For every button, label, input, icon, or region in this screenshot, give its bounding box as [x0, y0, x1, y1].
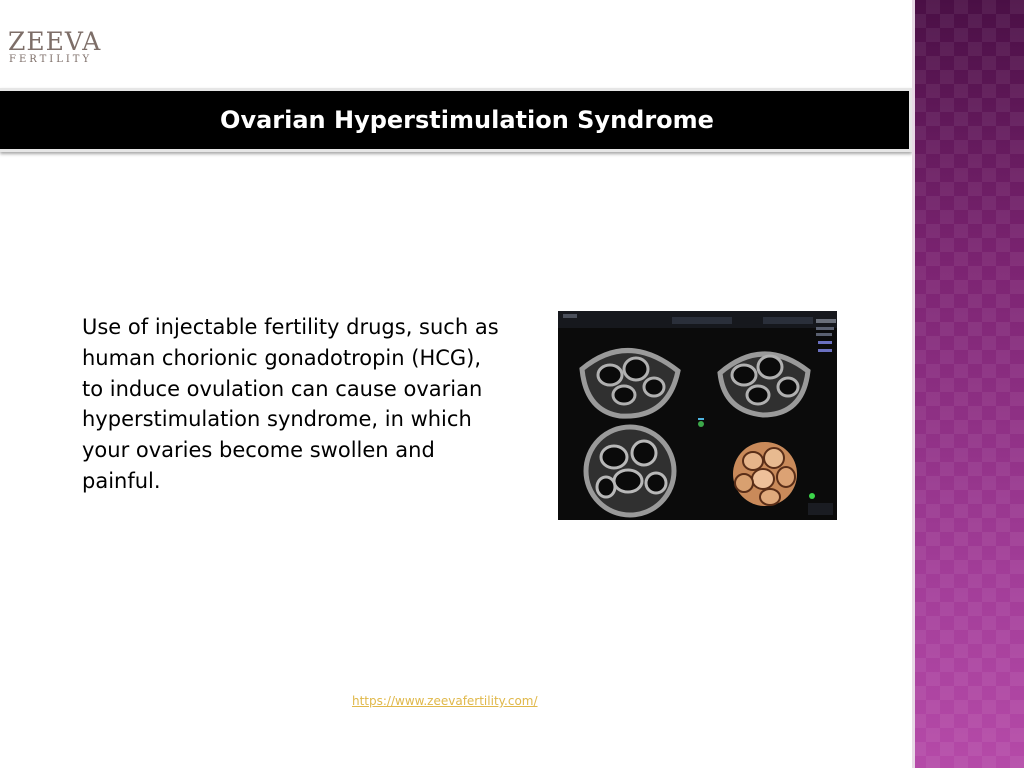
zeeva-logo: [8, 27, 102, 70]
logo-wordmark: ZEEVA: [8, 27, 102, 56]
website-link[interactable]: https://www.zeevafertility.com/: [352, 694, 538, 708]
slide-title: Ovarian Hyperstimulation Syndrome: [220, 106, 714, 134]
decorative-side-band: [912, 0, 1024, 768]
title-bar: [0, 88, 912, 152]
ultrasound-image: [558, 311, 837, 520]
logo-subtitle: FERTILITY: [9, 54, 93, 65]
side-band-divider: [912, 0, 915, 768]
slide-body-text: Use of injectable fertility drugs, such as human chorionic gonadotropin (HCG), to induce ovulation can cause ovarian hyperstimulation syndrome, in which your ovaries become swollen and painful.: [82, 315, 499, 493]
